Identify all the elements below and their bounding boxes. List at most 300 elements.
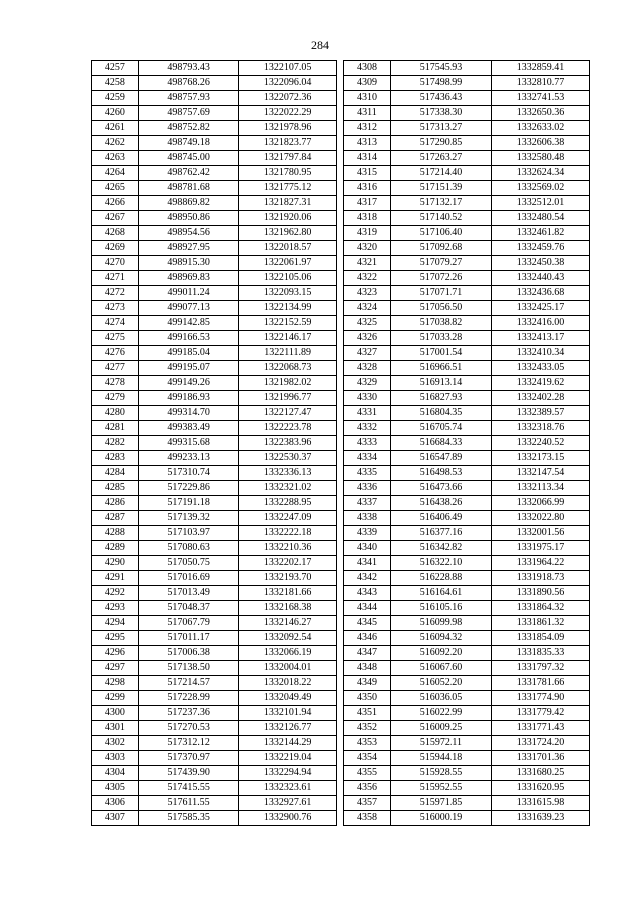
point-number-cell: 4344 [344, 601, 391, 616]
point-number-cell: 4324 [344, 301, 391, 316]
y-coordinate-cell: 1331835.33 [492, 646, 590, 661]
point-number-cell: 4263 [92, 151, 139, 166]
point-number-cell: 4357 [344, 796, 391, 811]
x-coordinate-cell: 517370.97 [138, 751, 239, 766]
x-coordinate-cell: 517033.28 [391, 331, 492, 346]
y-coordinate-cell: 1332288.95 [239, 496, 337, 511]
x-coordinate-cell: 498745.00 [138, 151, 239, 166]
x-coordinate-cell: 516498.53 [391, 466, 492, 481]
table-row [92, 91, 337, 106]
y-coordinate-cell: 1322134.99 [239, 301, 337, 316]
y-coordinate-cell: 1332173.15 [492, 451, 590, 466]
y-coordinate-cell: 1331701.36 [492, 751, 590, 766]
point-number-cell: 4260 [92, 106, 139, 121]
point-number-cell: 4315 [344, 166, 391, 181]
table-row [92, 256, 337, 271]
x-coordinate-cell: 516105.16 [391, 601, 492, 616]
point-number-cell: 4341 [344, 556, 391, 571]
table-row [344, 601, 590, 616]
y-coordinate-cell: 1332210.36 [239, 541, 337, 556]
y-coordinate-cell: 1332433.05 [492, 361, 590, 376]
point-number-cell: 4340 [344, 541, 391, 556]
x-coordinate-cell: 516322.10 [391, 556, 492, 571]
page-number: 284 [311, 38, 329, 52]
y-coordinate-cell: 1322127.47 [239, 406, 337, 421]
x-coordinate-cell: 517103.97 [138, 526, 239, 541]
x-coordinate-cell: 517415.55 [138, 781, 239, 796]
table-row [92, 706, 337, 721]
point-number-cell: 4334 [344, 451, 391, 466]
x-coordinate-cell: 517312.12 [138, 736, 239, 751]
y-coordinate-cell: 1332810.77 [492, 76, 590, 91]
y-coordinate-cell: 1322061.97 [239, 256, 337, 271]
y-coordinate-cell: 1321996.77 [239, 391, 337, 406]
point-number-cell: 4325 [344, 316, 391, 331]
x-coordinate-cell: 516022.99 [391, 706, 492, 721]
point-number-cell: 4268 [92, 226, 139, 241]
x-coordinate-cell: 517151.39 [391, 181, 492, 196]
y-coordinate-cell: 1321920.06 [239, 211, 337, 226]
x-coordinate-cell: 517140.52 [391, 211, 492, 226]
table-row [344, 721, 590, 736]
y-coordinate-cell: 1331975.17 [492, 541, 590, 556]
x-coordinate-cell: 517001.54 [391, 346, 492, 361]
point-number-cell: 4310 [344, 91, 391, 106]
table-row [92, 646, 337, 661]
table-row [92, 346, 337, 361]
table-row [344, 511, 590, 526]
point-number-cell: 4356 [344, 781, 391, 796]
table-row [344, 616, 590, 631]
table-row [344, 166, 590, 181]
point-number-cell: 4279 [92, 391, 139, 406]
point-number-cell: 4353 [344, 736, 391, 751]
table-row [92, 541, 337, 556]
y-coordinate-cell: 1322096.04 [239, 76, 337, 91]
table-row [344, 451, 590, 466]
table-row [92, 376, 337, 391]
point-number-cell: 4270 [92, 256, 139, 271]
y-coordinate-cell: 1332018.22 [239, 676, 337, 691]
x-coordinate-cell: 517237.36 [138, 706, 239, 721]
point-number-cell: 4278 [92, 376, 139, 391]
x-coordinate-cell: 498950.86 [138, 211, 239, 226]
point-number-cell: 4267 [92, 211, 139, 226]
point-number-cell: 4291 [92, 571, 139, 586]
point-number-cell: 4305 [92, 781, 139, 796]
y-coordinate-cell: 1322223.78 [239, 421, 337, 436]
x-coordinate-cell: 516052.20 [391, 676, 492, 691]
table-row [344, 751, 590, 766]
x-coordinate-cell: 516705.74 [391, 421, 492, 436]
point-number-cell: 4309 [344, 76, 391, 91]
table-row [92, 331, 337, 346]
y-coordinate-cell: 1332318.76 [492, 421, 590, 436]
x-coordinate-cell: 498869.82 [138, 196, 239, 211]
x-coordinate-cell: 515971.85 [391, 796, 492, 811]
point-number-cell: 4350 [344, 691, 391, 706]
y-coordinate-cell: 1322018.57 [239, 241, 337, 256]
x-coordinate-cell: 517056.50 [391, 301, 492, 316]
y-coordinate-cell: 1322105.06 [239, 271, 337, 286]
table-row [344, 646, 590, 661]
x-coordinate-cell: 517214.57 [138, 676, 239, 691]
y-coordinate-cell: 1332321.02 [239, 481, 337, 496]
y-coordinate-cell: 1331774.90 [492, 691, 590, 706]
x-coordinate-cell: 498749.18 [138, 136, 239, 151]
y-coordinate-cell: 1332219.04 [239, 751, 337, 766]
point-number-cell: 4307 [92, 811, 139, 826]
point-number-cell: 4306 [92, 796, 139, 811]
x-coordinate-cell: 499185.04 [138, 346, 239, 361]
y-coordinate-cell: 1332436.68 [492, 286, 590, 301]
y-coordinate-cell: 1332336.13 [239, 466, 337, 481]
y-coordinate-cell: 1332193.70 [239, 571, 337, 586]
x-coordinate-cell: 516228.88 [391, 571, 492, 586]
point-number-cell: 4335 [344, 466, 391, 481]
x-coordinate-cell: 516804.35 [391, 406, 492, 421]
point-number-cell: 4352 [344, 721, 391, 736]
table-row [344, 541, 590, 556]
point-number-cell: 4289 [92, 541, 139, 556]
x-coordinate-cell: 516547.89 [391, 451, 492, 466]
x-coordinate-cell: 517270.53 [138, 721, 239, 736]
table-row [92, 721, 337, 736]
table-row [344, 811, 590, 826]
x-coordinate-cell: 517011.17 [138, 631, 239, 646]
table-row [344, 376, 590, 391]
x-coordinate-cell: 517138.50 [138, 661, 239, 676]
table-row [344, 406, 590, 421]
point-number-cell: 4323 [344, 286, 391, 301]
point-number-cell: 4294 [92, 616, 139, 631]
y-coordinate-cell: 1332480.54 [492, 211, 590, 226]
x-coordinate-cell: 515972.11 [391, 736, 492, 751]
x-coordinate-cell: 517013.49 [138, 586, 239, 601]
table-row [344, 196, 590, 211]
y-coordinate-cell: 1332144.29 [239, 736, 337, 751]
table-row [92, 466, 337, 481]
y-coordinate-cell: 1332459.76 [492, 241, 590, 256]
x-coordinate-cell: 499186.93 [138, 391, 239, 406]
x-coordinate-cell: 515952.55 [391, 781, 492, 796]
table-row [92, 511, 337, 526]
point-number-cell: 4293 [92, 601, 139, 616]
table-row [92, 451, 337, 466]
y-coordinate-cell: 1321827.31 [239, 196, 337, 211]
y-coordinate-cell: 1322111.89 [239, 346, 337, 361]
table-row [344, 571, 590, 586]
x-coordinate-cell: 515928.55 [391, 766, 492, 781]
y-coordinate-cell: 1332323.61 [239, 781, 337, 796]
point-number-cell: 4300 [92, 706, 139, 721]
point-number-cell: 4285 [92, 481, 139, 496]
y-coordinate-cell: 1332741.53 [492, 91, 590, 106]
x-coordinate-cell: 498927.95 [138, 241, 239, 256]
table-row [344, 421, 590, 436]
point-number-cell: 4297 [92, 661, 139, 676]
y-coordinate-cell: 1332066.19 [239, 646, 337, 661]
point-number-cell: 4259 [92, 91, 139, 106]
table-row [92, 556, 337, 571]
x-coordinate-cell: 516067.60 [391, 661, 492, 676]
table-row [344, 211, 590, 226]
x-coordinate-cell: 516406.49 [391, 511, 492, 526]
table-row [344, 151, 590, 166]
y-coordinate-cell: 1332113.34 [492, 481, 590, 496]
x-coordinate-cell: 517080.63 [138, 541, 239, 556]
point-number-cell: 4273 [92, 301, 139, 316]
point-number-cell: 4286 [92, 496, 139, 511]
y-coordinate-cell: 1321775.12 [239, 181, 337, 196]
y-coordinate-cell: 1332927.61 [239, 796, 337, 811]
x-coordinate-cell: 516684.33 [391, 436, 492, 451]
table-row [344, 631, 590, 646]
table-row [344, 436, 590, 451]
point-number-cell: 4288 [92, 526, 139, 541]
point-number-cell: 4262 [92, 136, 139, 151]
table-row [344, 586, 590, 601]
x-coordinate-cell: 517072.26 [391, 271, 492, 286]
point-number-cell: 4277 [92, 361, 139, 376]
x-coordinate-cell: 516377.16 [391, 526, 492, 541]
table-row [344, 256, 590, 271]
table-row [344, 781, 590, 796]
y-coordinate-cell: 1332022.80 [492, 511, 590, 526]
x-coordinate-cell: 516036.05 [391, 691, 492, 706]
point-number-cell: 4261 [92, 121, 139, 136]
point-number-cell: 4336 [344, 481, 391, 496]
table-row [344, 136, 590, 151]
table-row [92, 496, 337, 511]
x-coordinate-cell: 517048.37 [138, 601, 239, 616]
table-row [344, 706, 590, 721]
table-row [344, 556, 590, 571]
y-coordinate-cell: 1331864.32 [492, 601, 590, 616]
x-coordinate-cell: 517038.82 [391, 316, 492, 331]
table-row [344, 331, 590, 346]
x-coordinate-cell: 499314.70 [138, 406, 239, 421]
point-number-cell: 4328 [344, 361, 391, 376]
x-coordinate-cell: 517545.93 [391, 61, 492, 76]
x-coordinate-cell: 498954.56 [138, 226, 239, 241]
x-coordinate-cell: 517338.30 [391, 106, 492, 121]
y-coordinate-cell: 1331779.42 [492, 706, 590, 721]
y-coordinate-cell: 1332402.28 [492, 391, 590, 406]
y-coordinate-cell: 1322107.05 [239, 61, 337, 76]
point-number-cell: 4276 [92, 346, 139, 361]
x-coordinate-cell: 498915.30 [138, 256, 239, 271]
table-row [92, 586, 337, 601]
x-coordinate-cell: 517079.27 [391, 256, 492, 271]
y-coordinate-cell: 1322068.73 [239, 361, 337, 376]
table-row [344, 526, 590, 541]
x-coordinate-cell: 498757.93 [138, 91, 239, 106]
x-coordinate-cell: 498762.42 [138, 166, 239, 181]
x-coordinate-cell: 516092.20 [391, 646, 492, 661]
table-row [92, 406, 337, 421]
table-row [344, 736, 590, 751]
point-number-cell: 4330 [344, 391, 391, 406]
y-coordinate-cell: 1332419.62 [492, 376, 590, 391]
point-number-cell: 4339 [344, 526, 391, 541]
x-coordinate-cell: 517139.32 [138, 511, 239, 526]
x-coordinate-cell: 517229.86 [138, 481, 239, 496]
x-coordinate-cell: 499142.85 [138, 316, 239, 331]
table-row [92, 631, 337, 646]
x-coordinate-cell: 517067.79 [138, 616, 239, 631]
x-coordinate-cell: 517310.74 [138, 466, 239, 481]
point-number-cell: 4332 [344, 421, 391, 436]
coordinates-table-left [91, 60, 337, 826]
point-number-cell: 4338 [344, 511, 391, 526]
y-coordinate-cell: 1321982.02 [239, 376, 337, 391]
point-number-cell: 4337 [344, 496, 391, 511]
point-number-cell: 4345 [344, 616, 391, 631]
y-coordinate-cell: 1332624.34 [492, 166, 590, 181]
table-row [92, 481, 337, 496]
table-row [92, 796, 337, 811]
y-coordinate-cell: 1332126.77 [239, 721, 337, 736]
table-row [92, 316, 337, 331]
point-number-cell: 4358 [344, 811, 391, 826]
x-coordinate-cell: 498768.26 [138, 76, 239, 91]
table-row [344, 496, 590, 511]
x-coordinate-cell: 516473.66 [391, 481, 492, 496]
table-row [344, 61, 590, 76]
point-number-cell: 4327 [344, 346, 391, 361]
y-coordinate-cell: 1332389.57 [492, 406, 590, 421]
x-coordinate-cell: 517228.99 [138, 691, 239, 706]
table-row [92, 736, 337, 751]
table-row [92, 391, 337, 406]
point-number-cell: 4271 [92, 271, 139, 286]
table-row [92, 226, 337, 241]
y-coordinate-cell: 1331797.32 [492, 661, 590, 676]
point-number-cell: 4301 [92, 721, 139, 736]
point-number-cell: 4316 [344, 181, 391, 196]
point-number-cell: 4266 [92, 196, 139, 211]
y-coordinate-cell: 1331964.22 [492, 556, 590, 571]
point-number-cell: 4329 [344, 376, 391, 391]
x-coordinate-cell: 499149.26 [138, 376, 239, 391]
point-number-cell: 4349 [344, 676, 391, 691]
y-coordinate-cell: 1321962.80 [239, 226, 337, 241]
x-coordinate-cell: 499166.53 [138, 331, 239, 346]
x-coordinate-cell: 517290.85 [391, 136, 492, 151]
point-number-cell: 4343 [344, 586, 391, 601]
x-coordinate-cell: 517106.40 [391, 226, 492, 241]
point-number-cell: 4257 [92, 61, 139, 76]
table-row [92, 136, 337, 151]
table-row [92, 766, 337, 781]
x-coordinate-cell: 517498.99 [391, 76, 492, 91]
table-row [92, 616, 337, 631]
x-coordinate-cell: 517006.38 [138, 646, 239, 661]
y-coordinate-cell: 1321978.96 [239, 121, 337, 136]
table-row [344, 766, 590, 781]
table-row [92, 601, 337, 616]
table-row [344, 121, 590, 136]
y-coordinate-cell: 1331620.95 [492, 781, 590, 796]
point-number-cell: 4280 [92, 406, 139, 421]
point-number-cell: 4265 [92, 181, 139, 196]
x-coordinate-cell: 517263.27 [391, 151, 492, 166]
table-row [344, 661, 590, 676]
x-coordinate-cell: 498757.69 [138, 106, 239, 121]
table-row [344, 481, 590, 496]
x-coordinate-cell: 517050.75 [138, 556, 239, 571]
point-number-cell: 4320 [344, 241, 391, 256]
point-number-cell: 4347 [344, 646, 391, 661]
point-number-cell: 4282 [92, 436, 139, 451]
y-coordinate-cell: 1332240.52 [492, 436, 590, 451]
y-coordinate-cell: 1331639.23 [492, 811, 590, 826]
x-coordinate-cell: 516342.82 [391, 541, 492, 556]
table-row [344, 316, 590, 331]
table-row [92, 61, 337, 76]
point-number-cell: 4281 [92, 421, 139, 436]
point-number-cell: 4313 [344, 136, 391, 151]
table-row [92, 286, 337, 301]
point-number-cell: 4274 [92, 316, 139, 331]
point-number-cell: 4319 [344, 226, 391, 241]
x-coordinate-cell: 517313.27 [391, 121, 492, 136]
point-number-cell: 4321 [344, 256, 391, 271]
y-coordinate-cell: 1322093.15 [239, 286, 337, 301]
table-row [92, 751, 337, 766]
point-number-cell: 4308 [344, 61, 391, 76]
x-coordinate-cell: 499315.68 [138, 436, 239, 451]
y-coordinate-cell: 1332222.18 [239, 526, 337, 541]
point-number-cell: 4346 [344, 631, 391, 646]
point-number-cell: 4333 [344, 436, 391, 451]
x-coordinate-cell: 499233.13 [138, 451, 239, 466]
point-number-cell: 4304 [92, 766, 139, 781]
x-coordinate-cell: 516966.51 [391, 361, 492, 376]
table-row [92, 811, 337, 826]
table-row [92, 106, 337, 121]
table-row [92, 526, 337, 541]
y-coordinate-cell: 1322146.17 [239, 331, 337, 346]
y-coordinate-cell: 1322530.37 [239, 451, 337, 466]
table-row [344, 286, 590, 301]
y-coordinate-cell: 1332146.27 [239, 616, 337, 631]
y-coordinate-cell: 1322022.29 [239, 106, 337, 121]
table-row [92, 436, 337, 451]
y-coordinate-cell: 1321780.95 [239, 166, 337, 181]
x-coordinate-cell: 516827.93 [391, 391, 492, 406]
table-row [92, 661, 337, 676]
table-row [344, 226, 590, 241]
point-number-cell: 4264 [92, 166, 139, 181]
point-number-cell: 4287 [92, 511, 139, 526]
x-coordinate-cell: 498969.83 [138, 271, 239, 286]
point-number-cell: 4314 [344, 151, 391, 166]
y-coordinate-cell: 1331861.32 [492, 616, 590, 631]
point-number-cell: 4312 [344, 121, 391, 136]
point-number-cell: 4295 [92, 631, 139, 646]
table-row [92, 166, 337, 181]
point-number-cell: 4269 [92, 241, 139, 256]
x-coordinate-cell: 517214.40 [391, 166, 492, 181]
table-row [92, 151, 337, 166]
x-coordinate-cell: 516099.98 [391, 616, 492, 631]
y-coordinate-cell: 1332181.66 [239, 586, 337, 601]
table-row [92, 76, 337, 91]
x-coordinate-cell: 517191.18 [138, 496, 239, 511]
point-number-cell: 4298 [92, 676, 139, 691]
